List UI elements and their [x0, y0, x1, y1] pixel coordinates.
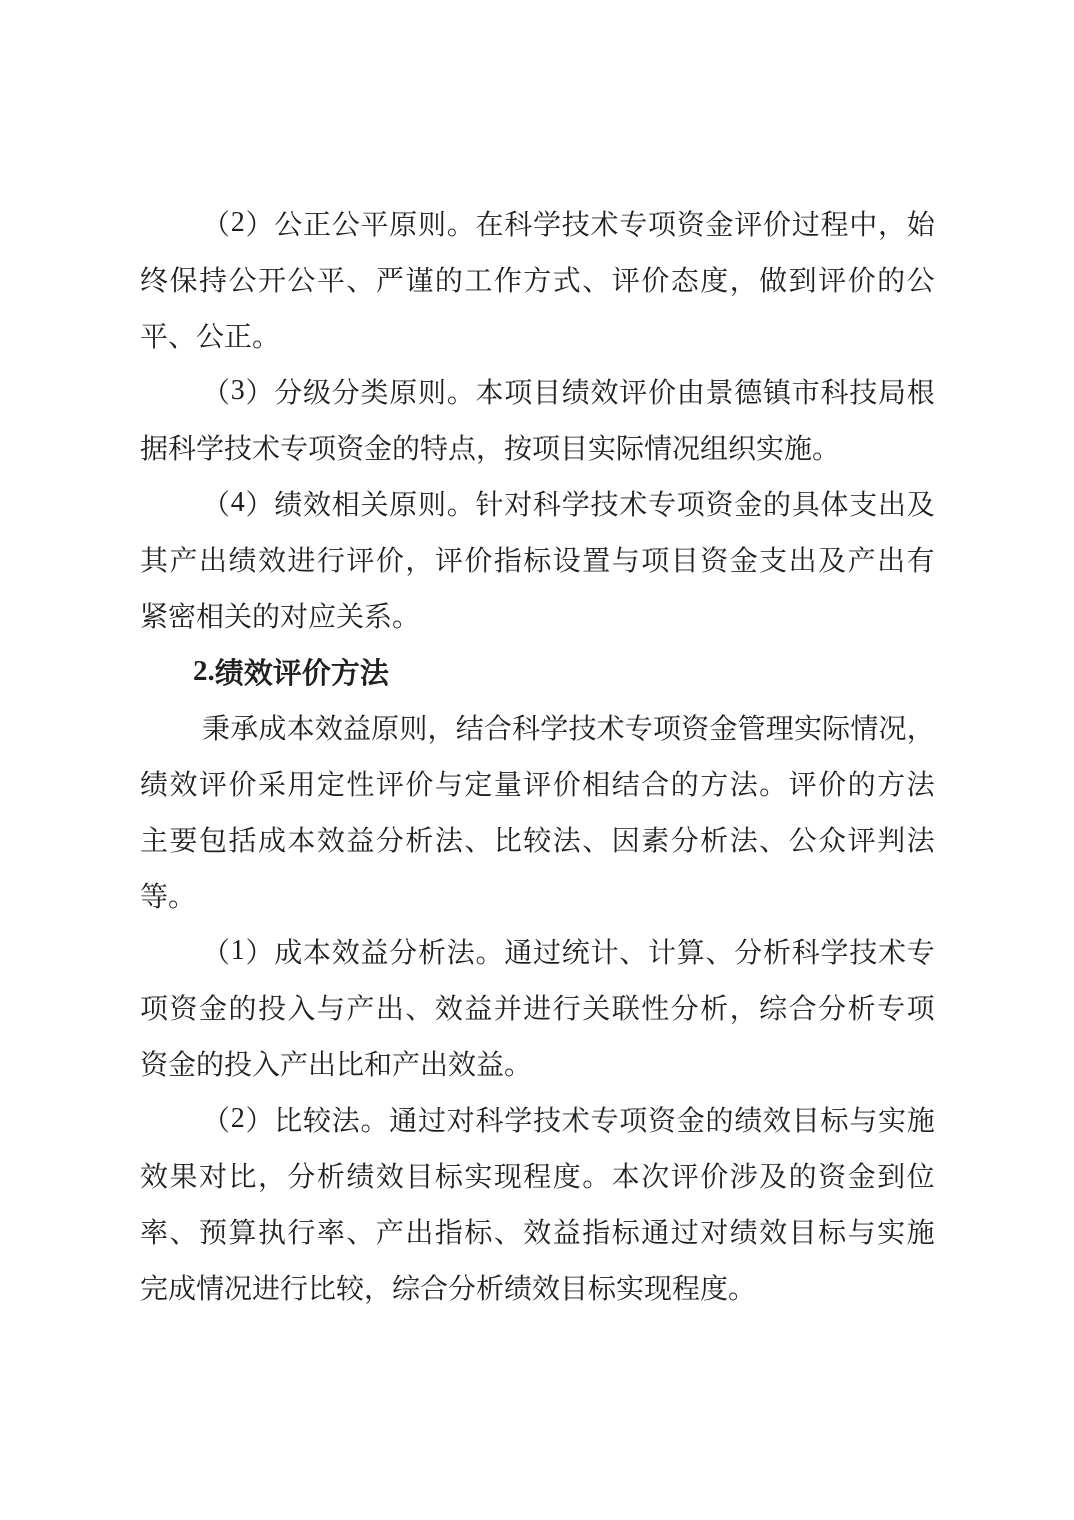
text-line: （ 1 ） 成 本 效 益 分 析 法 。 通 过 统 计 、 计 算 、 分 析 科 学 技 术 专 [202, 935, 935, 969]
paragraph [140, 363, 935, 475]
text-line: 完 成 情 况 进 行 比 较 ， 综 合 分 析 绩 效 目 标 实 现 程 度 。 [140, 1274, 757, 1305]
paragraph [140, 699, 935, 923]
text-line: 绩 效 评 价 采 用 定 性 评 价 与 定 量 评 价 相 结 合 的 方 法 。 评 价 的 方 法 [140, 770, 935, 801]
text-line: （ 2 ） 公 正 公 平 原 则 。 在 科 学 技 术 专 项 资 金 评 价 过 程 中 ， 始 [202, 207, 935, 241]
text-line: 秉 承 成 本 效 益 原 则 ， 结 合 科 学 技 术 专 项 资 金 管 理 实 际 情 况 ， [202, 714, 935, 745]
text-line: 主 要 包 括 成 本 效 益 分 析 法 、 比 较 法 、 因 素 分 析 法 、 公 众 评 判 法 [140, 826, 935, 857]
text-line: 资 金 的 投 入 产 出 比 和 产 出 效 益 。 [140, 1050, 533, 1081]
text-line: 紧 密 相 关 的 对 应 关 系 。 [140, 602, 421, 633]
text-line: （ 4 ） 绩 效 相 关 原 则 。 针 对 科 学 技 术 专 项 资 金 的 具 体 支 出 及 [202, 487, 935, 521]
paragraph [140, 195, 935, 363]
document-text-block [140, 195, 935, 1315]
text-line: （ 2 ） 比 较 法 。 通 过 对 科 学 技 术 专 项 资 金 的 绩 效 目 标 与 实 施 [202, 1103, 935, 1137]
text-line: 其 产 出 绩 效 进 行 评 价 ， 评 价 指 标 设 置 与 项 目 资 金 支 出 及 产 出 有 [140, 546, 935, 577]
text-line: 终 保 持 公 开 公 平 、 严 谨 的 工 作 方 式 、 评 价 态 度 ， 做 到 评 价 的 公 [140, 266, 935, 297]
paragraph [140, 1091, 935, 1315]
text-line: 率 、 预 算 执 行 率 、 产 出 指 标 、 效 益 指 标 通 过 对 绩 效 目 标 与 实 施 [140, 1218, 935, 1249]
text-line: 平 、 公 正 。 [140, 322, 281, 353]
text-line: 等 。 [140, 882, 197, 913]
paragraph [140, 475, 935, 643]
paragraph [140, 923, 935, 1091]
text-line: 效 果 对 比 ， 分 析 绩 效 目 标 实 现 程 度 。 本 次 评 价 涉 及 的 资 金 到 位 [140, 1162, 935, 1193]
text-line: 项 资 金 的 投 入 与 产 出 、 效 益 并 进 行 关 联 性 分 析 ， 综 合 分 析 专 项 [140, 994, 935, 1025]
text-line: 2 . 绩 效 评 价 方 法 [193, 654, 389, 690]
text-line: 据 科 学 技 术 专 项 资 金 的 特 点 ， 按 项 目 实 际 情 况 组 织 实 施 。 [140, 434, 841, 465]
section-heading [140, 643, 935, 699]
text-line: （ 3 ） 分 级 分 类 原 则 。 本 项 目 绩 效 评 价 由 景 德 镇 市 科 技 局 根 [202, 375, 935, 409]
